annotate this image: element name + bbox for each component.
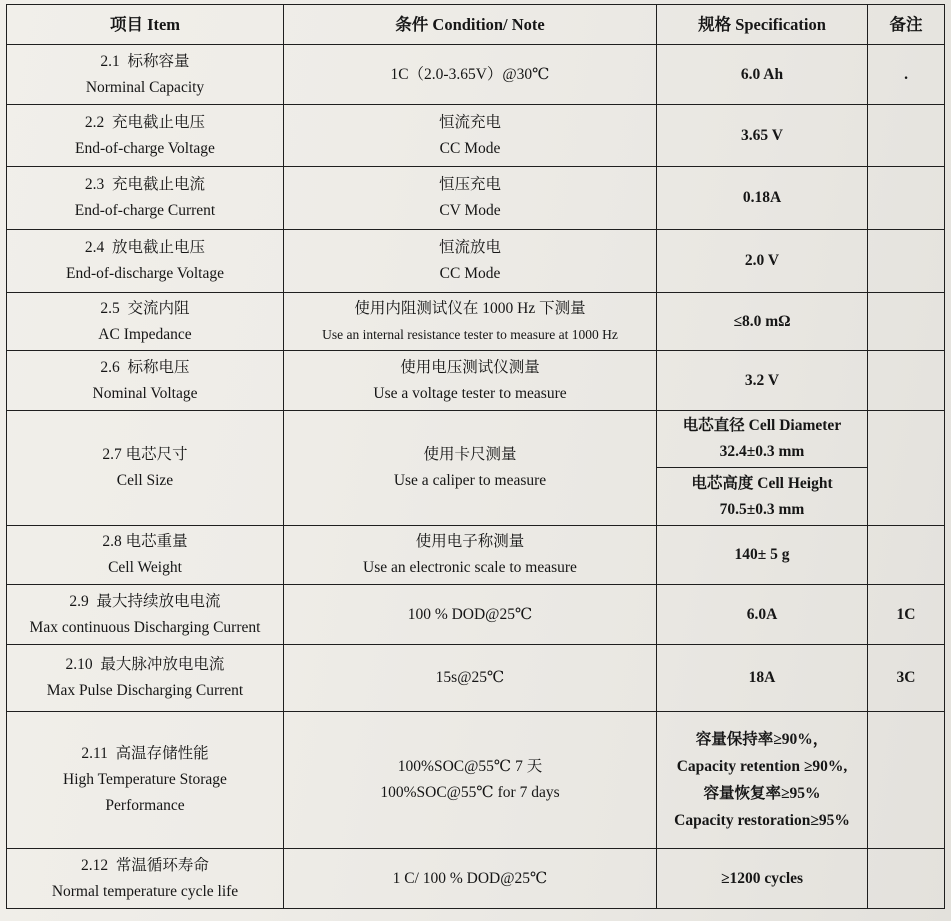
spec-cell (657, 230, 868, 293)
header-item: 项目 Item (7, 5, 284, 45)
spec-value: 70.5±0.3 mm (719, 500, 805, 518)
item-name-cn: 电芯重量 (125, 533, 188, 550)
item-number: 2.10 (65, 656, 93, 673)
condition-cell (284, 351, 657, 411)
note-cell (868, 230, 945, 293)
spec-value: 2.0 V (744, 252, 780, 269)
item-cell (7, 105, 284, 167)
condition-cell (284, 645, 657, 712)
header-specification: 规格 Specification (657, 5, 868, 45)
condition-cell (284, 411, 657, 526)
battery-spec-table (6, 4, 945, 909)
condition-text: 1 C/ 100 % DOD@25℃ (392, 869, 548, 887)
note-cell: . (868, 45, 945, 105)
note-cell (868, 167, 945, 230)
item-name-en: Normal temperature cycle life (51, 882, 239, 900)
note-cell (868, 351, 945, 411)
spec-cell (657, 167, 868, 230)
condition-text-cn: 恒流充电 (438, 113, 501, 131)
item-cell (7, 351, 284, 411)
spec-label: 电芯高度 Cell Height (691, 474, 833, 492)
condition-text-en: CC Mode (439, 265, 501, 282)
item-name-cn: 电芯尺寸 (125, 446, 188, 463)
item-name-en: Norminal Capacity (85, 78, 205, 96)
item-number: 2.5 (100, 299, 120, 317)
item-name-en: End-of-charge Current (74, 202, 216, 219)
item-cell (7, 167, 284, 230)
spec-cell-height (657, 468, 868, 526)
item-cell (7, 45, 284, 105)
item-cell (7, 230, 284, 293)
spec-value: 140± 5 g (734, 546, 790, 563)
condition-cell (284, 712, 657, 849)
note-cell: 1C (868, 585, 945, 645)
item-name-cn: 高温存储性能 (115, 745, 209, 762)
item-cell (7, 712, 284, 849)
table-row (7, 167, 945, 230)
item-name-en: Max Pulse Discharging Current (46, 682, 244, 699)
spec-cell (657, 585, 868, 645)
table-row (7, 105, 945, 167)
item-name-cn: 常温循环寿命 (115, 856, 209, 874)
item-name-en: High Temperature Storage (63, 771, 227, 788)
item-name-en-line2: Performance (105, 797, 185, 814)
spec-cell (657, 293, 868, 351)
item-name-en: End-of-charge Voltage (75, 139, 215, 157)
table-header-row (7, 5, 945, 45)
spec-cell (657, 351, 868, 411)
spec-line: Capacity restoration≥95% (674, 812, 850, 829)
header-note: 备注 (868, 5, 945, 45)
spec-value: 6.0A (746, 605, 778, 623)
item-name-cn: 充电截止电压 (112, 113, 206, 131)
item-number: 2.8 (102, 533, 122, 550)
item-number: 2.12 (81, 856, 109, 874)
table-row (7, 849, 945, 909)
spec-label: 电芯直径 Cell Diameter (682, 417, 842, 434)
spec-value: 0.18A (742, 189, 782, 206)
item-cell (7, 411, 284, 526)
table-row (7, 585, 945, 645)
item-number: 2.4 (84, 239, 105, 256)
spec-line: 容量恢复率≥95% (703, 785, 821, 802)
table-row (7, 230, 945, 293)
condition-cell (284, 45, 657, 105)
spec-value: ≥1200 cycles (720, 869, 804, 887)
condition-text-cn: 使用电压测试仪测量 (400, 358, 540, 376)
item-name-cn: 标称容量 (127, 52, 190, 70)
note-cell (868, 411, 945, 526)
condition-text-en: Use an electronic scale to measure (363, 559, 577, 576)
note-cell (868, 849, 945, 909)
item-number: 2.2 (84, 113, 105, 131)
item-cell (7, 526, 284, 585)
item-name-cn: 充电截止电流 (112, 176, 206, 193)
spec-value: ≤8.0 mΩ (733, 312, 791, 330)
spec-line: Capacity retention ≥90%, (676, 758, 848, 775)
item-name-en: Max continuous Discharging Current (29, 618, 261, 636)
condition-text-en: CV Mode (439, 202, 501, 219)
condition-text-cn: 使用电子称测量 (415, 533, 525, 550)
spec-value: 6.0 Ah (740, 65, 784, 83)
item-number: 2.1 (100, 52, 120, 70)
condition-text-cn: 恒压充电 (438, 176, 501, 193)
header-condition: 条件 Condition/ Note (284, 5, 657, 45)
spec-line: 容量保持率≥90%， (695, 731, 829, 748)
spec-value: 32.4±0.3 mm (719, 443, 805, 460)
condition-cell (284, 849, 657, 909)
item-name-cn: 交流内阻 (127, 299, 190, 317)
table-row (7, 411, 945, 468)
spec-value: 3.65 V (741, 126, 783, 144)
condition-cell (284, 230, 657, 293)
note-cell (868, 293, 945, 351)
condition-text-cn: 使用卡尺测量 (423, 446, 517, 463)
condition-text: 100 % DOD@25℃ (407, 605, 533, 623)
item-number: 2.7 (102, 446, 122, 463)
item-cell (7, 293, 284, 351)
condition-cell (284, 585, 657, 645)
item-number: 2.3 (84, 176, 105, 193)
spec-cell (657, 712, 868, 849)
condition-text-cn: 使用内阻测试仪在 1000 Hz 下测量 (354, 299, 586, 317)
spec-cell (657, 526, 868, 585)
item-name-en: End-of-discharge Voltage (66, 265, 224, 282)
condition-cell (284, 293, 657, 351)
condition-cell (284, 105, 657, 167)
spec-cell (657, 645, 868, 712)
item-cell (7, 585, 284, 645)
condition-text: 15s@25℃ (435, 669, 505, 686)
condition-text-en: CC Mode (439, 139, 501, 157)
note-cell: 3C (868, 645, 945, 712)
item-name-en: AC Impedance (98, 325, 192, 343)
table-row (7, 45, 945, 105)
spec-cell (657, 45, 868, 105)
item-name-en: Cell Size (116, 472, 174, 489)
item-cell (7, 645, 284, 712)
condition-text-en: Use a voltage tester to measure (373, 384, 567, 402)
condition-cell (284, 526, 657, 585)
spec-cell (657, 105, 868, 167)
spec-cell (657, 849, 868, 909)
note-cell (868, 712, 945, 849)
condition-text-en: 100%SOC@55℃ for 7 days (380, 784, 560, 801)
spec-cell-diameter (657, 411, 868, 468)
item-number: 2.6 (100, 358, 120, 376)
table-row (7, 712, 945, 849)
item-name-cn: 最大持续放电电流 (96, 592, 221, 610)
item-number: 2.11 (81, 745, 108, 762)
condition-text-cn: 恒流放电 (438, 239, 501, 256)
condition-text-en: Use a caliper to measure (393, 472, 547, 489)
condition-cell (284, 167, 657, 230)
spec-value: 18A (748, 669, 776, 686)
note-cell (868, 105, 945, 167)
table-row (7, 351, 945, 411)
condition-text-en: Use an internal resistance tester to measure at 1000 Hz (322, 326, 618, 342)
item-cell (7, 849, 284, 909)
item-name-cn: 最大脉冲放电电流 (100, 656, 225, 673)
item-name-en: Nominal Voltage (92, 384, 198, 402)
table-row (7, 645, 945, 712)
item-name-cn: 放电截止电压 (112, 239, 206, 256)
table-row (7, 526, 945, 585)
table-row (7, 293, 945, 351)
item-name-cn: 标称电压 (127, 358, 190, 376)
spec-value: 3.2 V (744, 371, 780, 389)
condition-text: 1C（2.0-3.65V）@30℃ (390, 65, 550, 83)
note-cell (868, 526, 945, 585)
item-name-en: Cell Weight (108, 559, 182, 576)
condition-text-cn: 100%SOC@55℃ 7 天 (397, 758, 543, 775)
item-number: 2.9 (69, 592, 89, 610)
